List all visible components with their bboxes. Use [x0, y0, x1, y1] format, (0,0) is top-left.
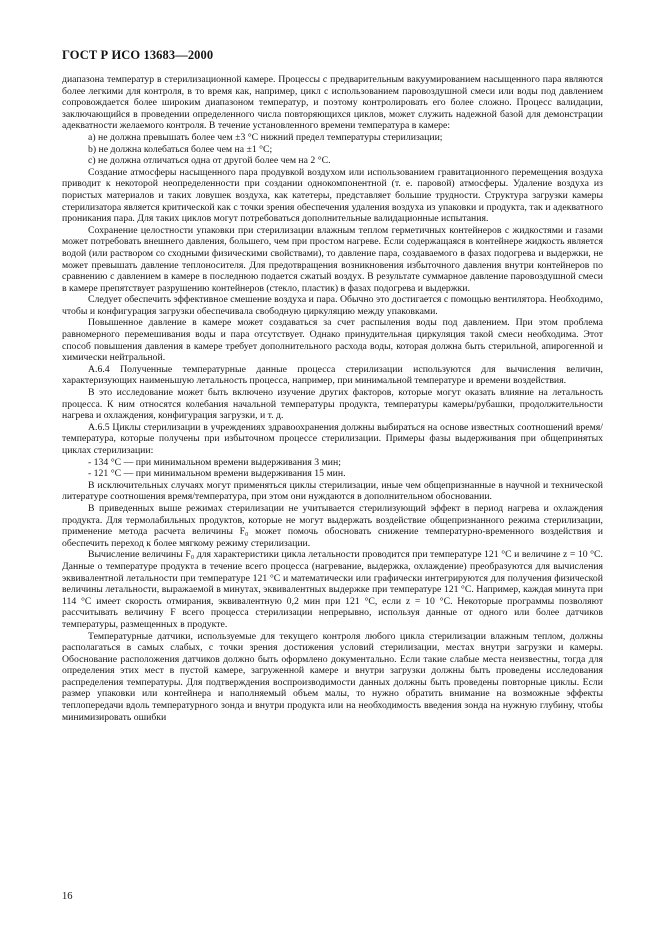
list-item: а) не должна превышать более чем ±3 °С нижний предел температуры стерилизации;: [88, 131, 443, 143]
paragraph: В приведенных выше режимах стерилизации не учитывается стерилизующий эффект в период нагрева и охлаждения продукта. Для термолабильных продуктов, которые не могут выдержать воздействие общепризнанного режима стерилизации, применение метода расчета величины F₀ может помочь обосновать снижение температурно-временного воздействия и обеспечить переход к более мягкому режиму стерилизации.: [62, 502, 603, 549]
paragraph: Создание атмосферы насыщенного пара продувкой воздухом или использованием гравитационного перемещения воздуха приводит к некоторой неопределенности при создании однокомпонентной (т. е. паровой) атмосферы. Удаление воздуха из пористых материалов и таких ловушек воздуха, как катетеры, представляет большие трудности. Структура загрузки камеры стерилизатора является критической как с точки зрения обеспечения удаления воздуха из упаковки и продукта, так и адекватного проникания пара. Для таких циклов могут потребоваться дополнительные валидационные испытания.: [62, 166, 603, 225]
paragraph: Следует обеспечить эффективное смешение воздуха и пара. Обычно это достигается с помощью вентилятора. Необходимо, чтобы и конфигурация загрузки обеспечивала свободную циркуляцию между упаковками.: [62, 294, 603, 317]
list-item: b) не должна колебаться более чем на ±1 °С;: [88, 143, 273, 155]
document-body: [62, 74, 603, 723]
paragraph: В это исследование может быть включено изучение других факторов, которые могут оказать влияние на летальность процесса. К ним относятся колебания начальной температуры продукта, температуры камеры/рубашки, продолжительности нагрева и охлаждения, конфигурация загрузки, и т. д.: [62, 387, 603, 422]
list-item: - 121 °С — при минимальном времени выдерживания 15 мин.: [88, 468, 346, 480]
page-number: 16: [62, 891, 73, 902]
document-header: ГОСТ Р ИСО 13683—2000: [62, 48, 214, 62]
paragraph: Сохранение целостности упаковки при стерилизации влажным теплом герметичных контейнеров с жидкостями и газами может потребовать внешнего давления, большего, чем при простом нагреве. Если содержащаяся в контейнере жидкость является водой (или раствором со сходными физическими свойствами), то давление пара, создаваемого в фазах подогрева и выдержки, не может превышать давление теплоносителя. Для предотвращения возникновения избыточного давления внутри контейнеров по сравнению с давлением в камере в последнюю подается сжатый воздух. В результате суммарное давление паровоздушной смеси в камере препятствует разрушению контейнеров (стекло, пластик) в фазах подогрева и выдержки.: [62, 224, 603, 294]
paragraph: А.6.5 Циклы стерилизации в учреждениях здравоохранения должны выбираться на основе известных соотношений время/температура, которые получены при избыточном процессе стерилизации. Примеры фазы выдерживания при общепринятых циклах стерилизации:: [62, 421, 603, 456]
paragraph: Температурные датчики, используемые для текущего контроля любого цикла стерилизации влажным теплом, должны располагаться в самых слабых, с точки зрения достижения условий стерилизации, местах внутри загрузки и камеры. Обоснование расположения датчиков должно быть оформлено документально. Если такие слабые места неизвестны, тогда для определения этих мест в пустой камере, загруженной камере и внутри загрузки должны быть проведены исследования распределения температуры. Для подтверждения воспроизводимости данных должны быть проведены повторные циклы. Если размер упаковки или контейнера и наполняемый объем малы, то нужно обратить внимание на возможные эффекты теплопередачи вдоль температурного зонда и внутри продукта или на необходимость введения зонда на нужную глубину, чтобы минимизировать ошибки: [62, 630, 603, 723]
paragraph: Вычисление величины F₀ для характеристики цикла летальности проводится при температуре 121 °С и величине z = 10 °С. Данные о температуре продукта в течение всего процесса (нагревание, выдержка, охлаждение) преобразуются для вычисления эквивалентной летальности при температуре 121 °С и математически или графически интегрируются для получения физической величины летальности, выражаемой в минутах, эквивалентных выдержке при температуре 121 °С. Например, каждая минута при 114 °С имеет скорость отмирания, эквивалентную 0,2 мин при 121 °С, если z = 10 °С. Некоторые программы позволяют рассчитывать величину F всего процесса стерилизации непрерывно, используя данные от одного или более датчиков температуры, размещенных в продукте.: [62, 549, 603, 630]
list-item: с) не должна отличаться одна от другой более чем на 2 °С.: [88, 155, 331, 167]
paragraph: В исключительных случаях могут применяться циклы стерилизации, иные чем общепризнанные в научной и технической литературе соотношения время/температура, при этом они нуждаются в дополнительном обосновании.: [62, 479, 603, 503]
paragraph: Повышенное давление в камере может создаваться за счет распыления воды под давлением. При этом проблема равномерного перемешивания воды и пара отсутствует. Однако принудительная циркуляция такой смеси необходима. Этот способ повышения давления в камере требует дополнительного расхода воды, которая должна быть стерильной, апирогенной и химически нейтральной.: [62, 317, 603, 364]
list-item: - 134 °С — при минимальном времени выдерживания 3 мин;: [88, 456, 341, 468]
paragraph: А.6.4 Полученные температурные данные процесса стерилизации используются для вычисления величин, характеризующих наименьшую летальность процесса, например, при минимальной температуре и времени воздействия.: [62, 363, 603, 387]
paragraph: диапазона температур в стерилизационной камере. Процессы с предварительным вакуумированием насыщенного пара являются более легкими для контроля, в то время как, например, цикл с использованием паровоздушной смеси или воды под давлением сопровождается более широким диапазоном температур, и поэтому контролировать его более сложно. Процесс валидации, заключающийся в проведении определенного числа повторяющихся циклов, может служить надежной базой для демонстрации адекватности желаемого контроля. В течение установленного времени температура в камере:: [62, 74, 603, 132]
